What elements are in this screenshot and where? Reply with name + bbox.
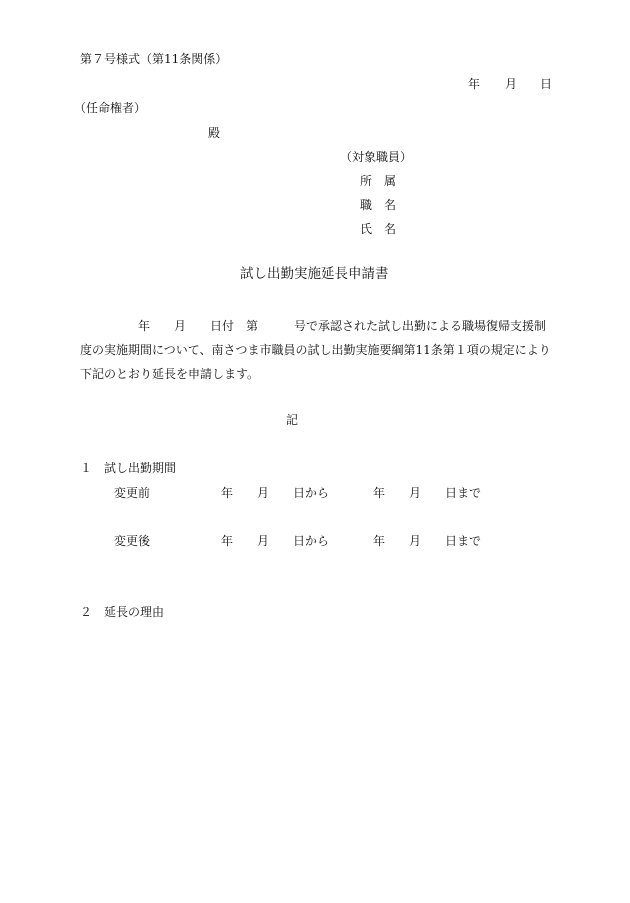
after-label: 変更後 (114, 534, 151, 548)
honorific: 殿 (208, 126, 221, 140)
affiliation-label: 所 属 (360, 174, 397, 188)
before-from: 年 月 日から (221, 486, 330, 500)
position-label: 職 名 (360, 198, 397, 212)
after-from: 年 月 日から (221, 534, 330, 548)
document-title: 試し出勤実施延長申請書 (240, 266, 389, 282)
before-label: 変更前 (114, 486, 151, 500)
body-paragraph (80, 314, 560, 386)
before-to: 年 月 日まで (373, 486, 482, 500)
body-line-1: 年 月 日付 第 号で承認された試し出勤による職場復帰支援制 (138, 319, 547, 333)
date-day: 日 (540, 77, 553, 91)
after-to: 年 月 日まで (373, 534, 482, 548)
date-month: 月 (505, 77, 518, 91)
ki-mark: 記 (286, 413, 299, 427)
target-staff-label: （対象職員） (340, 150, 413, 164)
date-year: 年 (468, 77, 481, 91)
appointer-label: （任命権者） (74, 101, 147, 115)
body-line-3: 下記のとおり延長を申請します。 (80, 367, 260, 381)
section2-heading: ２ 延長の理由 (80, 605, 165, 619)
body-line-2: 度の実施期間について、南さつま市職員の試し出勤実施要綱第11条第１項の規定により (80, 343, 551, 357)
section1-heading: １ 試し出勤期間 (80, 461, 177, 475)
name-label: 氏 名 (360, 222, 397, 236)
form-number: 第７号様式（第11条関係） (80, 52, 228, 66)
